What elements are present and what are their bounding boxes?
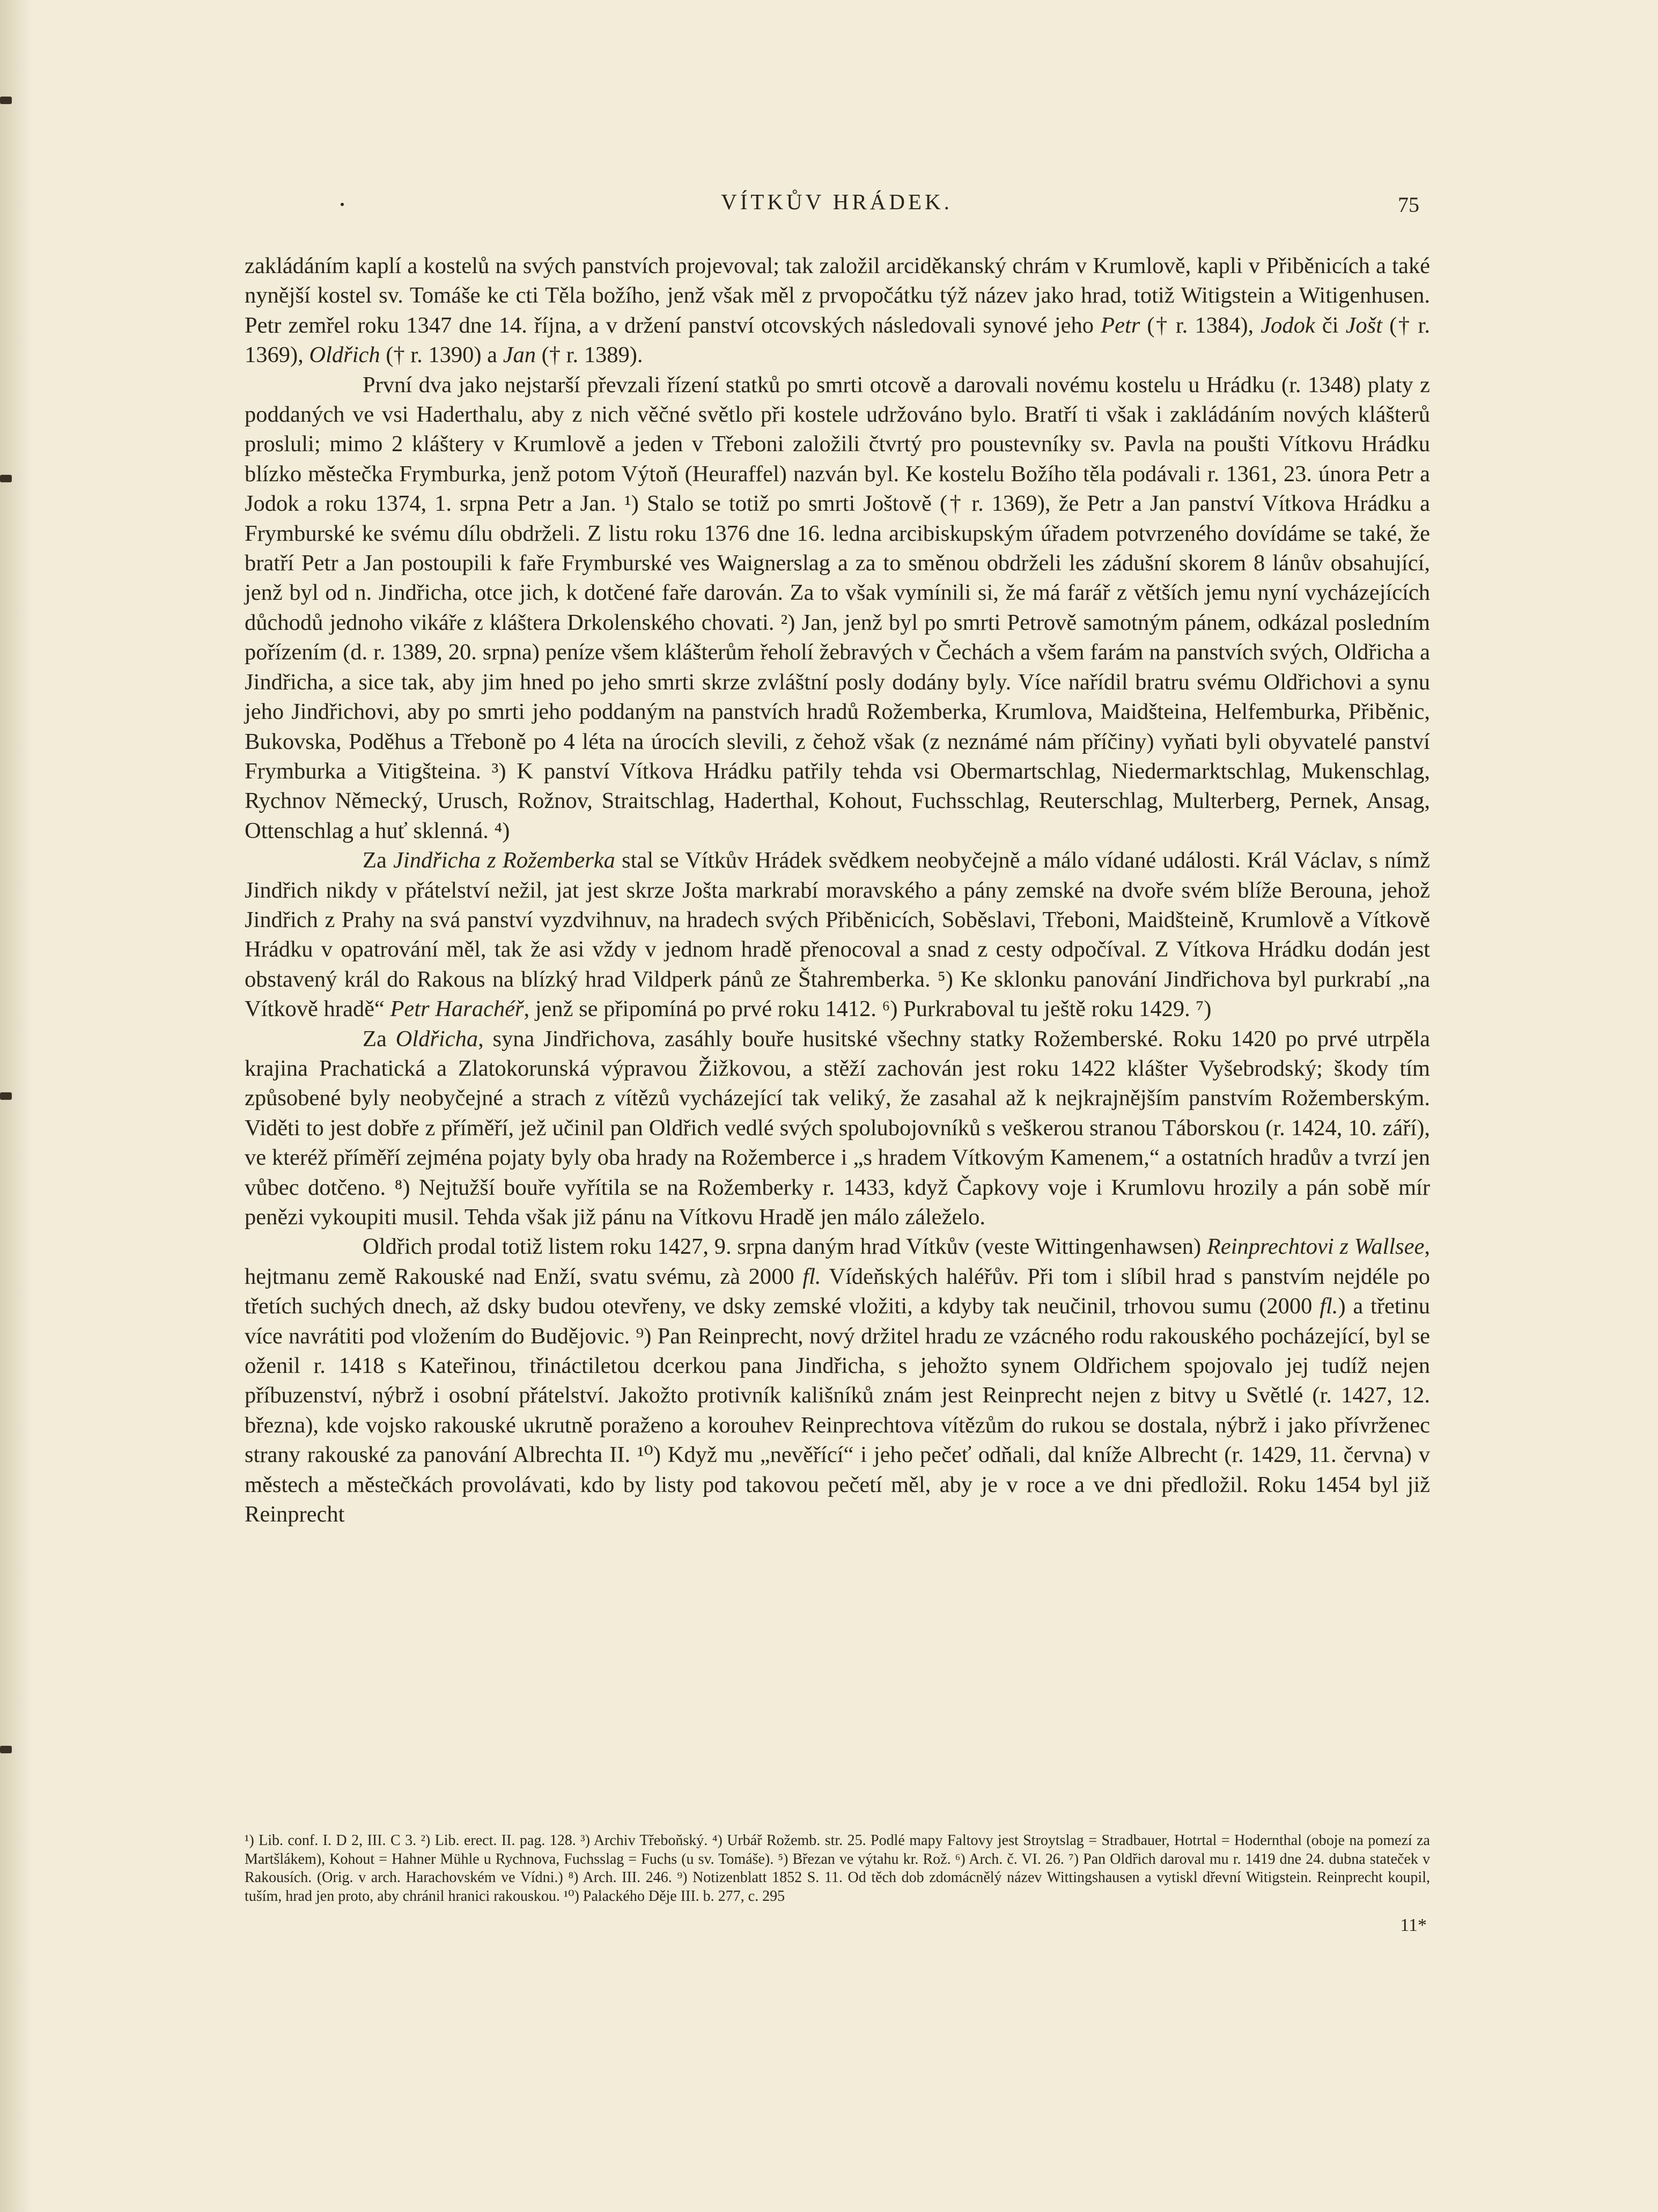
paragraph-text: Oldřich prodal totiž listem roku 1427, 9. srpna daným hrad Vítkův (veste Wittingenhawsen)	[363, 1234, 1207, 1260]
binding-mark	[0, 475, 12, 482]
paragraph-text: , syna Jindřichova, zasáhly bouře husitské všechny statky Rožemberské. Roku 1420 po prvé utrpěla krajina Prachatická a Zlatokorunská výpravou Žižkovou, a stěží zachován jest roku 1422 klášter Vyšebrodský; škody tím způsobené byly neobyčejné a strach z vítězů vycházející tak veliký, že zasahal až k nejkrajnějším panstvím Rožemberským. Viděti to jest dobře z příměří, jež učinil pan Oldřich vedlé svých spolubojovníků s veškerou stranou Táborskou (r. 1424, 10. září), ve kteréž příměří zejména pojaty byly oba hrady na Rožemberce i „s hradem Vítkovým Kamenem,“ a ostatních hradův a tvrzí jen vůbec dotčeno. ⁸) Nejtužší bouře vyřítila se na Rožemberky r. 1433, když Čapkovy voje i Krumlovu hrozily a pán sobě mír penězi vykoupiti musil. Tehda však již pánu na Vítkovu Hradě jen málo záleželo.	[245, 1026, 1430, 1230]
paragraph-text: († r. 1384),	[1140, 312, 1261, 338]
binding-mark	[0, 1092, 12, 1100]
italic-text: Petr Harachéř	[390, 996, 524, 1022]
italic-text: Jan	[503, 342, 536, 368]
body-text	[245, 251, 1430, 1529]
paragraph-text: Za	[363, 848, 394, 873]
italic-text: Oldřicha	[395, 1026, 478, 1052]
italic-text: Petr	[1101, 312, 1140, 338]
paragraph-text: († r. 1390) a	[380, 342, 503, 368]
footnotes: ¹) Lib. conf. I. D 2, III. C 3. ²) Lib. erect. II. pag. 128. ³) Archiv Třeboňský. ⁴) Urbář Rožemb. str. 25. Podlé mapy Faltovy jest Stroytslag = Stradbauer, Hotrtal = Hodernthal (oboje na pomezí za Martšlákem), Kohout = Hahner Mühle u Rychnova, Fuchsslag = Fuchs (u sv. Tomáše). ⁵) Březan ve výtahu kr. Rož. ⁶) Arch. č. VI. 26. ⁷) Pan Oldřich daroval mu r. 1419 dne 24. dubna stateček v Rakousích. (Orig. v arch. Harachovském ve Vídni.) ⁸) Arch. III. 246. ⁹) Notizenblatt 1852 S. 11. Od těch dob zdomácnělý název Wittingshausen a vytiskl dřevní Witigstein. Reinprecht koupil, tuším, hrad jen proto, aby chránil hranici rakouskou. ¹⁰) Palackého Děje III. b. 277, c. 295	[245, 1832, 1430, 1905]
paragraph-text: Za	[363, 1026, 396, 1052]
paragraph-text: či	[1315, 312, 1346, 338]
paragraph-text: († r. 1389).	[535, 342, 643, 368]
paragraph-text: († r. 1369),	[245, 312, 1430, 368]
paragraph-text: zakládáním kaplí a kostelů na svých panstvích projevoval; tak založil arciděkanský chrám v Krumlově, kapli v Přiběnicích a také nynější kostel sv. Tomáše ke cti Těla božího, jenž však měl z prvopočátku týž název jako hrad, totiž Witigstein a Witigenhusen. Petr zemřel roku 1347 dne 14. října, a v držení panství otcovských následovali synové jeho	[245, 253, 1430, 338]
italic-text: Jindřicha z Rožemberka	[393, 848, 615, 873]
paragraph-text: Vídeňských haléřův. Při tom i slíbil hrad s panstvím nejdéle po třetích suchých dnech, až dsky budou otevřeny, ve dsky zemské vložiti, a kdyby tak neučinil, trhovou sumu (2000	[245, 1263, 1430, 1319]
paragraph	[245, 370, 1430, 846]
paragraph	[245, 846, 1430, 1024]
italic-text: Jodok	[1261, 312, 1315, 338]
italic-text: Oldřich	[309, 342, 380, 368]
italic-text: Jošt	[1345, 312, 1383, 338]
paragraph-text: stal se Vítkův Hrádek svědkem neobyčejně a málo vídané události. Král Václav, s nímž Jindřich nikdy v přátelství nežil, jat jest skrze Jošta markrabí moravského a pány zemské na dvoře svém blíže Berouna, jehož Jindřich z Prahy na svá panství vyzdvihnuv, na hradech svých Přiběnicích, Soběslavi, Třeboni, Maidšteině, Krumlově a Vítkově Hrádku v opatrování měl, tak že asi vždy v jednom hradě přenocoval a snad z cesty odpočíval. Z Vítkova Hrádku dodán jest obstavený král do Rakous na blízký hrad Vildperk pánů ze Štahremberka. ⁵) Ke sklonku panování Jindřichova byl purkrabí „na Vítkově hradě“	[245, 848, 1430, 1022]
page-edge-shadow	[0, 0, 32, 2212]
page-number: 75	[1398, 193, 1419, 217]
binding-mark	[0, 1746, 12, 1753]
paragraph	[245, 1232, 1430, 1529]
running-title: VÍTKŮV HRÁDEK.	[721, 189, 953, 214]
paragraph-text: ) a třetinu více navrátiti pod vložením do Budějovic. ⁹) Pan Reinprecht, nový držitel hradu ze vzácného rodu rakouského pocházející, byl se oženil r. 1418 s Kateřinou, třináctiletou dcerkou pana Jindřicha, s jehožto synem Oldřichem spojovalo jej tudíž nejen příbuzenství, nýbrž i osobní přátelství. Jakožto protivník kališníků znám jest Reinprecht nejen z bitvy u Světlé (r. 1427, 12. března), kde vojsko rakouské ukrutně poraženo a korouhev Reinprechtova vítězům do rukou se dostala, nýbrž i jako přívrženec strany rakouské za panování Albrechta II. ¹⁰) Když mu „nevěřící“ i jeho pečeť odňali, dal kníže Albrecht (r. 1429, 11. června) v městech a městečkách provolávati, kdo by listy pod takovou pečetí měl, aby je v roce a ve dni předložil. Roku 1454 byl již Reinprecht	[245, 1294, 1430, 1527]
italic-text: fl.	[802, 1263, 821, 1289]
page-header	[247, 189, 1427, 226]
paragraph	[245, 251, 1430, 370]
paragraph-text: , jenž se připomíná po prvé roku 1412. ⁶) Purkraboval tu ještě roku 1429. ⁷)	[524, 996, 1212, 1022]
signature-mark: 11*	[1400, 1915, 1427, 1935]
paragraph-text: , hejtmanu země Rakouské nad Enží, svatu svému, zà 2000	[245, 1234, 1430, 1289]
italic-text: Reinprechtovi z Wallsee	[1206, 1234, 1425, 1260]
italic-text: fl.	[1320, 1294, 1338, 1319]
paragraph-text: První dva jako nejstarší převzali řízení statků po smrti otcově a darovali novému kostelu u Hrádku (r. 1348) platy z poddaných ve vsi Haderthalu, aby z nich věčné světlo při kostele udržováno bylo. Bratří ti však i zakládáním nových klášterů prosluli; mimo 2 kláštery v Krumlově a jeden v Třeboni založili čtvrtý pro poustevníky sv. Pavla na poušti Vítkovu Hrádku blízko městečka Frymburka, jenž potom Výtoň (Heuraffel) nazván byl. Ke kostelu Božího těla podávali r. 1361, 23. února Petr a Jodok a roku 1374, 1. srpna Petr a Jan. ¹) Stalo se totiž po smrti Joštově († r. 1369), že Petr a Jan panství Vítkova Hrádku a Frymburské ke svému dílu obdrželi. Z listu roku 1376 dne 16. ledna arcibiskupským úřadem potvrzeného dovídáme se také, že bratří Petr a Jan postoupili k faře Frymburské ves Waignerslag a za to směnou obdrželi les zádušní skorem 8 lánův obsahující, jenž byl od n. Jindřicha, otce jich, k dotčené faře darován. Za to však vymínili si, že má farář z větších jemu nyní vycházejících důchodů jednoho vikáře z kláštera Drkolenského chovati. ²) Jan, jenž byl po smrti Petrově samotným pánem, odkázal posledním pořízením (d. r. 1389, 20. srpna) peníze všem klášterům řeholí žebravých v Čechách a všem farám na panstvích svých, Oldřicha a Jindřicha, a sice tak, aby jim hned po jeho smrti skrze zvláštní posly dodány byly. Více nařídil bratru svému Oldřichovi a synu jeho Jindřichovi, aby po smrti jeho poddaným na panstvích hradů Rožemberka, Krumlova, Maidšteina, Helfemburka, Přiběnic, Bukovska, Poděhus a Třeboně po 4 léta na úrocích slevili, z čehož však (z neznámé nám příčiny) vyňati byli obyvatelé panství Frymburka a Vitigšteina. ³) K panství Vítkova Hrádku patřily tehda vsi Obermartschlag, Niedermarktschlag, Mukenschlag, Rychnov Německý, Urusch, Rožnov, Straitschlag, Haderthal, Kohout, Fuchsschlag, Reuterschlag, Multerberg, Pernek, Ansag, Ottenschlag a huť sklenná. ⁴)	[245, 372, 1430, 843]
paragraph	[245, 1024, 1430, 1232]
binding-mark	[0, 97, 12, 104]
